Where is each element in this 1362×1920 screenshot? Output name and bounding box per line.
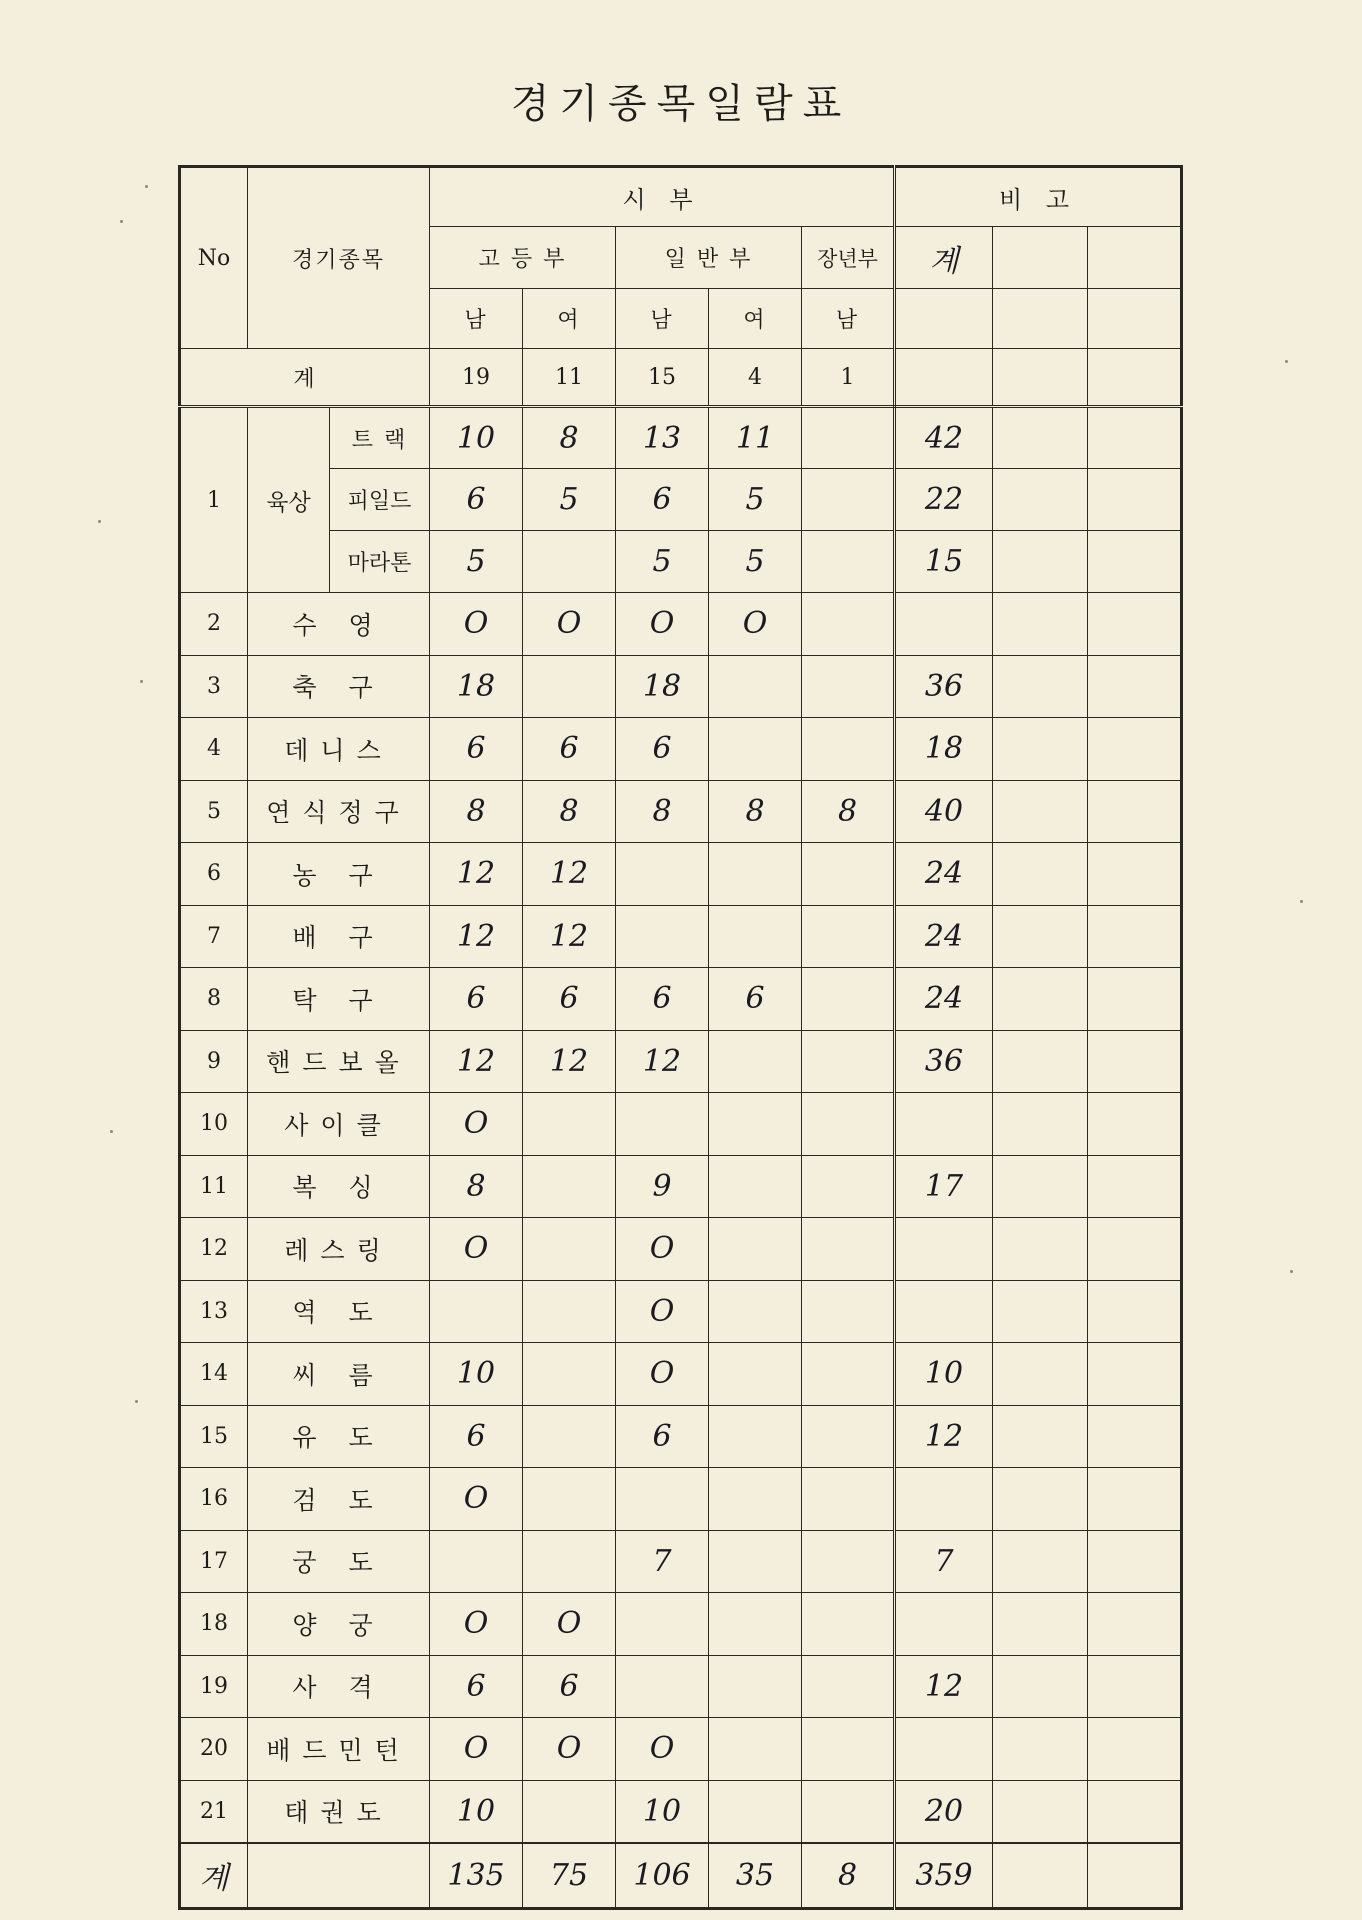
total-header: 계 [895, 227, 993, 289]
value-cell: 8 [430, 1155, 523, 1218]
remarks-header: 비 고 [895, 167, 1182, 227]
value-cell [802, 1280, 895, 1343]
event-header: 경기종목 [248, 167, 430, 349]
value-cell [802, 1655, 895, 1718]
value-cell [523, 1780, 616, 1843]
remarks-blank [1088, 780, 1182, 843]
value-cell [523, 531, 616, 593]
remarks-blank [1088, 1843, 1182, 1909]
event-table [178, 165, 1183, 1910]
event-row [180, 1093, 1182, 1156]
value-cell: 10 [430, 1343, 523, 1406]
remarks-blank-1 [993, 227, 1088, 289]
row-total: 40 [895, 780, 993, 843]
event-name: 배 구 [248, 905, 430, 968]
row-number: 6 [180, 843, 248, 906]
value-cell [709, 1468, 802, 1531]
value-cell [523, 1155, 616, 1218]
gender-header: 남 [802, 289, 895, 349]
event-row [180, 1405, 1182, 1468]
division-header: 시 부 [430, 167, 895, 227]
value-cell [802, 718, 895, 781]
summary-value: 11 [523, 349, 616, 407]
value-cell: O [430, 593, 523, 656]
event-row [180, 1655, 1182, 1718]
event-name: 탁 구 [248, 968, 430, 1031]
row-total [895, 593, 993, 656]
remarks-blank [1088, 349, 1182, 407]
remarks-blank [993, 1405, 1088, 1468]
value-cell [523, 1530, 616, 1593]
value-cell: 8 [523, 780, 616, 843]
value-cell [523, 1343, 616, 1406]
event-name: 데니스 [248, 718, 430, 781]
remarks-blank [895, 289, 993, 349]
row-total: 7 [895, 1530, 993, 1593]
value-cell: 5 [523, 469, 616, 531]
sub-event-label: 마라톤 [330, 531, 430, 593]
remarks-blank [1088, 1405, 1182, 1468]
value-cell [709, 1718, 802, 1781]
value-cell: 5 [709, 531, 802, 593]
event-row [180, 780, 1182, 843]
value-cell: 13 [616, 407, 709, 469]
value-cell: 7 [616, 1530, 709, 1593]
value-cell [802, 1593, 895, 1656]
value-cell [802, 531, 895, 593]
grand-total-blank [248, 1843, 430, 1909]
value-cell: 5 [709, 469, 802, 531]
summary-value: 4 [709, 349, 802, 407]
row-total: 42 [895, 407, 993, 469]
event-name: 유 도 [248, 1405, 430, 1468]
value-cell: 12 [523, 843, 616, 906]
value-cell: 11 [709, 407, 802, 469]
remarks-blank [993, 1843, 1088, 1909]
row-number: 14 [180, 1343, 248, 1406]
value-cell [802, 843, 895, 906]
event-row [180, 655, 1182, 718]
remarks-blank [993, 1530, 1088, 1593]
remarks-blank [993, 1218, 1088, 1281]
value-cell [709, 843, 802, 906]
value-cell: O [616, 1343, 709, 1406]
grand-total-label: 계 [180, 1843, 248, 1909]
value-cell: O [430, 1218, 523, 1281]
value-cell [523, 1093, 616, 1156]
remarks-blank [993, 469, 1088, 531]
remarks-blank [1088, 531, 1182, 593]
value-cell [523, 1218, 616, 1281]
remarks-blank [1088, 718, 1182, 781]
remarks-blank [993, 349, 1088, 407]
row-total: 17 [895, 1155, 993, 1218]
value-cell: 8 [430, 780, 523, 843]
row-number: 16 [180, 1468, 248, 1531]
event-name: 사 격 [248, 1655, 430, 1718]
row-number: 11 [180, 1155, 248, 1218]
event-name: 레스링 [248, 1218, 430, 1281]
value-cell: 8 [802, 780, 895, 843]
grand-total-row [180, 1843, 1182, 1909]
value-cell [709, 718, 802, 781]
row-number: 4 [180, 718, 248, 781]
remarks-blank [1088, 1530, 1182, 1593]
value-cell [802, 1718, 895, 1781]
event-row [180, 1280, 1182, 1343]
value-cell [802, 655, 895, 718]
value-cell [802, 1093, 895, 1156]
row-number: 12 [180, 1218, 248, 1281]
sub-event-label: 트 랙 [330, 407, 430, 469]
value-cell: 5 [430, 531, 523, 593]
value-cell: O [430, 1718, 523, 1781]
value-cell [616, 843, 709, 906]
value-cell [523, 655, 616, 718]
athletics-row-track [180, 407, 1182, 469]
value-cell: 10 [430, 1780, 523, 1843]
row-number: 19 [180, 1655, 248, 1718]
value-cell [802, 1155, 895, 1218]
remarks-blank [993, 407, 1088, 469]
value-cell [709, 1655, 802, 1718]
event-name: 씨 름 [248, 1343, 430, 1406]
summary-label: 계 [180, 349, 430, 407]
row-total [895, 1280, 993, 1343]
event-row [180, 905, 1182, 968]
value-cell: O [523, 1593, 616, 1656]
summary-total [895, 349, 993, 407]
value-cell: 6 [430, 718, 523, 781]
group-highschool: 고 등 부 [430, 227, 616, 289]
value-cell [709, 1530, 802, 1593]
remarks-blank [993, 1780, 1088, 1843]
remarks-blank [993, 1655, 1088, 1718]
row-total: 24 [895, 843, 993, 906]
grand-total-value: 135 [430, 1843, 523, 1909]
gender-header: 남 [430, 289, 523, 349]
gender-header: 여 [523, 289, 616, 349]
value-cell [802, 1030, 895, 1093]
value-cell: 6 [430, 968, 523, 1031]
value-cell [709, 1093, 802, 1156]
remarks-blank [1088, 1343, 1182, 1406]
remarks-blank [993, 655, 1088, 718]
event-name: 양 궁 [248, 1593, 430, 1656]
event-row [180, 968, 1182, 1031]
value-cell [802, 1218, 895, 1281]
remarks-blank [1088, 407, 1182, 469]
athletics-label: 육상 [248, 407, 330, 593]
event-row [180, 1718, 1182, 1781]
value-cell: O [616, 1218, 709, 1281]
value-cell: 9 [616, 1155, 709, 1218]
event-row [180, 1530, 1182, 1593]
event-name: 핸드보올 [248, 1030, 430, 1093]
gender-header: 남 [616, 289, 709, 349]
value-cell [616, 905, 709, 968]
remarks-blank [1088, 905, 1182, 968]
remarks-blank [993, 968, 1088, 1031]
value-cell: O [430, 1593, 523, 1656]
value-cell [430, 1530, 523, 1593]
value-cell: 8 [709, 780, 802, 843]
value-cell: O [709, 593, 802, 656]
event-row [180, 843, 1182, 906]
remarks-blank [1088, 968, 1182, 1031]
remarks-blank [993, 1343, 1088, 1406]
document-title: 경기종목일람표 [510, 81, 852, 127]
event-name: 축 구 [248, 655, 430, 718]
value-cell: 6 [616, 718, 709, 781]
row-total [895, 1593, 993, 1656]
value-cell: O [616, 1718, 709, 1781]
event-name: 역 도 [248, 1280, 430, 1343]
value-cell: 6 [523, 968, 616, 1031]
event-row [180, 593, 1182, 656]
event-row [180, 1218, 1182, 1281]
event-row [180, 1155, 1182, 1218]
event-row [180, 1343, 1182, 1406]
row-number: 9 [180, 1030, 248, 1093]
remarks-blank [993, 289, 1088, 349]
row-number: 13 [180, 1280, 248, 1343]
gender-header: 여 [709, 289, 802, 349]
value-cell [709, 1593, 802, 1656]
value-cell [802, 968, 895, 1031]
remarks-blank [1088, 1218, 1182, 1281]
remarks-blank [993, 718, 1088, 781]
remarks-blank [1088, 843, 1182, 906]
grand-total-value: 106 [616, 1843, 709, 1909]
row-number: 2 [180, 593, 248, 656]
value-cell [709, 1780, 802, 1843]
value-cell: 6 [523, 718, 616, 781]
remarks-blank [993, 1155, 1088, 1218]
value-cell: 8 [523, 407, 616, 469]
remarks-blank [1088, 1468, 1182, 1531]
event-name: 검 도 [248, 1468, 430, 1531]
remarks-blank [993, 905, 1088, 968]
row-number: 3 [180, 655, 248, 718]
value-cell: O [616, 1280, 709, 1343]
event-name: 궁 도 [248, 1530, 430, 1593]
value-cell [523, 1280, 616, 1343]
value-cell: 12 [430, 843, 523, 906]
remarks-blank [1088, 1280, 1182, 1343]
row-number: 18 [180, 1593, 248, 1656]
athletics-row-marathon [180, 531, 1182, 593]
value-cell: 12 [523, 1030, 616, 1093]
value-cell: 6 [430, 1405, 523, 1468]
value-cell [709, 1343, 802, 1406]
event-name: 배드민턴 [248, 1718, 430, 1781]
value-cell [709, 655, 802, 718]
value-cell [523, 1405, 616, 1468]
value-cell [802, 469, 895, 531]
row-total [895, 1218, 993, 1281]
row-number: 7 [180, 905, 248, 968]
remarks-blank [993, 843, 1088, 906]
value-cell [616, 1655, 709, 1718]
row-number: 1 [180, 407, 248, 593]
summary-value: 15 [616, 349, 709, 407]
grand-total-value: 8 [802, 1843, 895, 1909]
event-row [180, 1780, 1182, 1843]
row-number: 15 [180, 1405, 248, 1468]
value-cell: O [616, 593, 709, 656]
value-cell [709, 905, 802, 968]
value-cell: O [523, 1718, 616, 1781]
remarks-blank [993, 1593, 1088, 1656]
row-total: 12 [895, 1405, 993, 1468]
remarks-blank [993, 1718, 1088, 1781]
row-total [895, 1468, 993, 1531]
event-row [180, 1468, 1182, 1531]
remarks-blank [993, 1468, 1088, 1531]
row-number: 8 [180, 968, 248, 1031]
value-cell: 6 [430, 1655, 523, 1718]
remarks-blank [993, 780, 1088, 843]
event-row [180, 1593, 1182, 1656]
remarks-blank [1088, 1155, 1182, 1218]
value-cell: 10 [430, 407, 523, 469]
row-number: 17 [180, 1530, 248, 1593]
remarks-blank [993, 1280, 1088, 1343]
value-cell: 6 [709, 968, 802, 1031]
value-cell [709, 1405, 802, 1468]
row-total: 24 [895, 968, 993, 1031]
no-header: No [180, 167, 248, 349]
row-number: 5 [180, 780, 248, 843]
value-cell [430, 1280, 523, 1343]
event-name: 수 영 [248, 593, 430, 656]
remarks-blank [1088, 1030, 1182, 1093]
value-cell: 6 [430, 469, 523, 531]
event-name: 태권도 [248, 1780, 430, 1843]
event-name: 복 싱 [248, 1155, 430, 1218]
event-name: 연식정구 [248, 780, 430, 843]
remarks-blank [1088, 1655, 1182, 1718]
group-general: 일 반 부 [616, 227, 802, 289]
remarks-blank [993, 1093, 1088, 1156]
row-total: 18 [895, 718, 993, 781]
row-total: 24 [895, 905, 993, 968]
value-cell: 6 [616, 1405, 709, 1468]
remarks-blank [993, 1030, 1088, 1093]
value-cell: 12 [616, 1030, 709, 1093]
row-total: 36 [895, 1030, 993, 1093]
value-cell: 12 [523, 905, 616, 968]
row-total [895, 1093, 993, 1156]
event-row [180, 718, 1182, 781]
row-total: 12 [895, 1655, 993, 1718]
value-cell [709, 1218, 802, 1281]
grand-total-value: 35 [709, 1843, 802, 1909]
row-number: 10 [180, 1093, 248, 1156]
remarks-blank [1088, 593, 1182, 656]
value-cell: 6 [616, 469, 709, 531]
value-cell: 8 [616, 780, 709, 843]
summary-value: 1 [802, 349, 895, 407]
value-cell [709, 1280, 802, 1343]
row-total: 36 [895, 655, 993, 718]
event-name: 사이클 [248, 1093, 430, 1156]
value-cell [709, 1030, 802, 1093]
header-row-1 [180, 167, 1182, 227]
row-number: 21 [180, 1780, 248, 1843]
remarks-blank [1088, 1593, 1182, 1656]
value-cell [523, 1468, 616, 1531]
value-cell: O [523, 593, 616, 656]
summary-value: 19 [430, 349, 523, 407]
value-cell [802, 905, 895, 968]
athletics-row-field [180, 469, 1182, 531]
value-cell [616, 1468, 709, 1531]
remarks-blank [1088, 1093, 1182, 1156]
value-cell: 10 [616, 1780, 709, 1843]
event-row [180, 1030, 1182, 1093]
remarks-blank [1088, 1780, 1182, 1843]
grand-total-value: 75 [523, 1843, 616, 1909]
value-cell: 18 [616, 655, 709, 718]
remarks-blank [1088, 289, 1182, 349]
value-cell [802, 593, 895, 656]
value-cell: 12 [430, 1030, 523, 1093]
value-cell: 6 [616, 968, 709, 1031]
summary-row [180, 349, 1182, 407]
row-total [895, 1718, 993, 1781]
value-cell: 5 [616, 531, 709, 593]
value-cell [802, 1343, 895, 1406]
value-cell: 18 [430, 655, 523, 718]
remarks-blank [1088, 469, 1182, 531]
value-cell: O [430, 1468, 523, 1531]
row-total: 20 [895, 1780, 993, 1843]
value-cell [802, 1405, 895, 1468]
remarks-blank [993, 593, 1088, 656]
grand-total-sum: 359 [895, 1843, 993, 1909]
value-cell [616, 1593, 709, 1656]
remarks-blank [1088, 1718, 1182, 1781]
event-name: 농 구 [248, 843, 430, 906]
remarks-blank-2 [1088, 227, 1182, 289]
remarks-blank [993, 531, 1088, 593]
value-cell [802, 1780, 895, 1843]
row-total: 15 [895, 531, 993, 593]
value-cell: O [430, 1093, 523, 1156]
value-cell [616, 1093, 709, 1156]
value-cell [802, 407, 895, 469]
value-cell [709, 1155, 802, 1218]
remarks-blank [1088, 655, 1182, 718]
value-cell: 12 [430, 905, 523, 968]
row-total: 22 [895, 469, 993, 531]
group-senior: 장년부 [802, 227, 895, 289]
row-total: 10 [895, 1343, 993, 1406]
value-cell [802, 1468, 895, 1531]
value-cell [802, 1530, 895, 1593]
sub-event-label: 피일드 [330, 469, 430, 531]
row-number: 20 [180, 1718, 248, 1781]
value-cell: 6 [523, 1655, 616, 1718]
